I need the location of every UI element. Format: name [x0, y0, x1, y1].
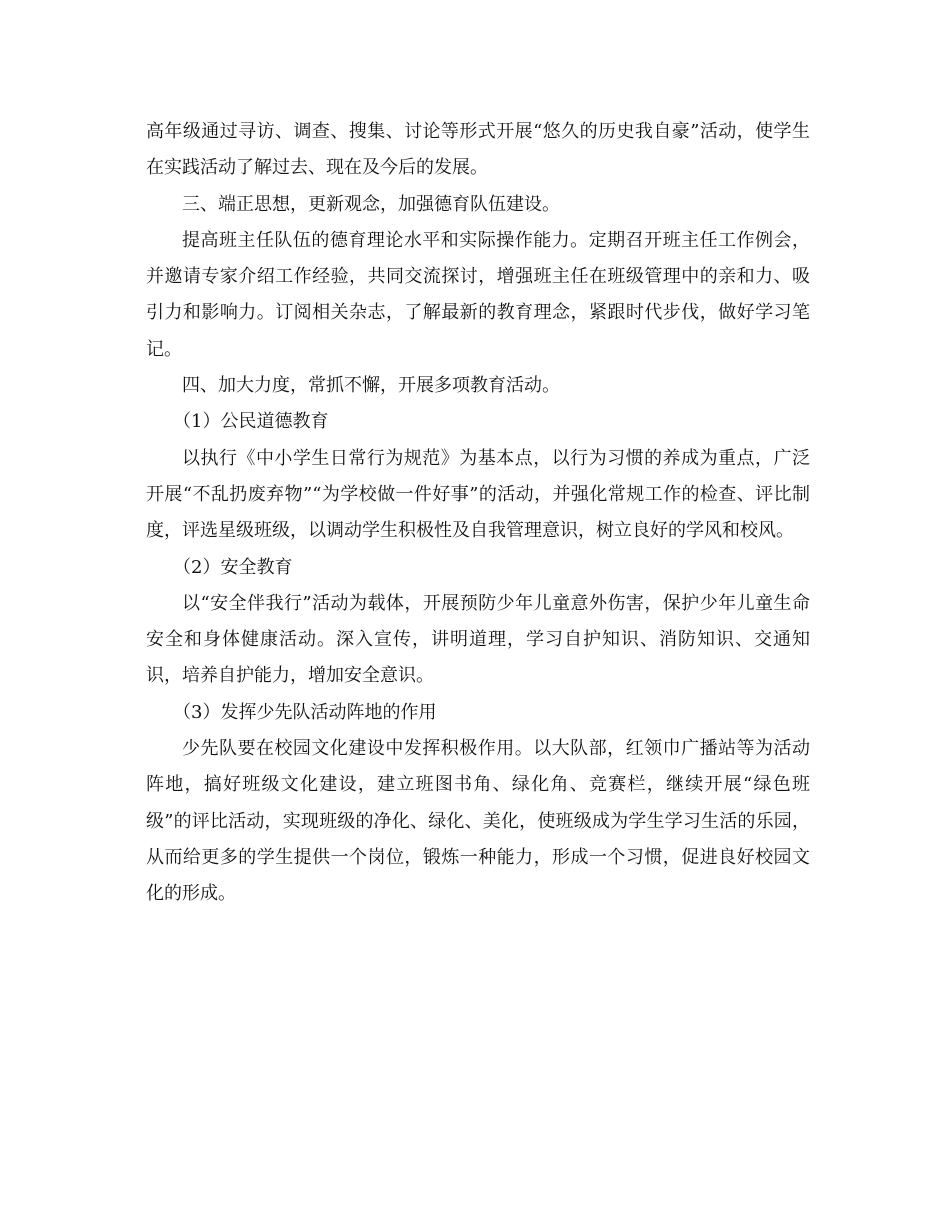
- paragraph-young-pioneers: 少先队要在校园文化建设中发挥积极作用。以大队部，红领巾广播站等为活动阵地，搞好班级文化建设，建立班图书角、绿化角、竞赛栏，继续开展“绿色班级”的评比活动，实现班级的净化、绿化、美化，使班级成为学生学习生活的乐园，从而给更多的学生提供一个岗位，锻炼一种能力，形成一个习惯，促进良好校园文化的形成。: [146, 738, 810, 905]
- paragraph-civic-education: 以执行《中小学生日常行为规范》为基本点，以行为习惯的养成为重点，广泛开展“不乱扔废弃物”“为学校做一件好事”的活动，并强化常规工作的检查、评比制度，评选星级班级，以调动学生积极性及自我管理意识，树立良好的学风和校风。: [146, 447, 810, 542]
- subheading-civic-education: （1）公民道德教育: [173, 411, 329, 433]
- section-heading-4: 四、加大力度，常抓不懈，开展多项教育活动。: [182, 375, 560, 397]
- paragraph-intro: 高年级通过寻访、调查、搜集、讨论等形式开展“悠久的历史我自豪”活动，使学生在实践活动了解过去、现在及今后的发展。: [146, 121, 810, 179]
- document-body: [146, 114, 810, 913]
- paragraph-safety-education: 以“安全伴我行”活动为载体，开展预防少年儿童意外伤害，保护少年儿童生命安全和身体健康活动。深入宣传，讲明道理，学习自护知识、消防知识、交通知识，培养自护能力，增加安全意识。: [146, 592, 810, 687]
- paragraph-teacher-training: 提高班主任队伍的德育理论水平和实际操作能力。定期召开班主任工作例会，并邀请专家介绍工作经验，共同交流探讨，增强班主任在班级管理中的亲和力、吸引力和影响力。订阅相关杂志，了解最新的教育理念，紧跟时代步伐，做好学习笔记。: [146, 229, 810, 360]
- subheading-safety-education: （2）安全教育: [173, 556, 293, 578]
- subheading-young-pioneers: （3）发挥少先队活动阵地的作用: [173, 701, 437, 723]
- section-heading-3: 三、端正思想，更新观念，加强德育队伍建设。: [182, 193, 560, 215]
